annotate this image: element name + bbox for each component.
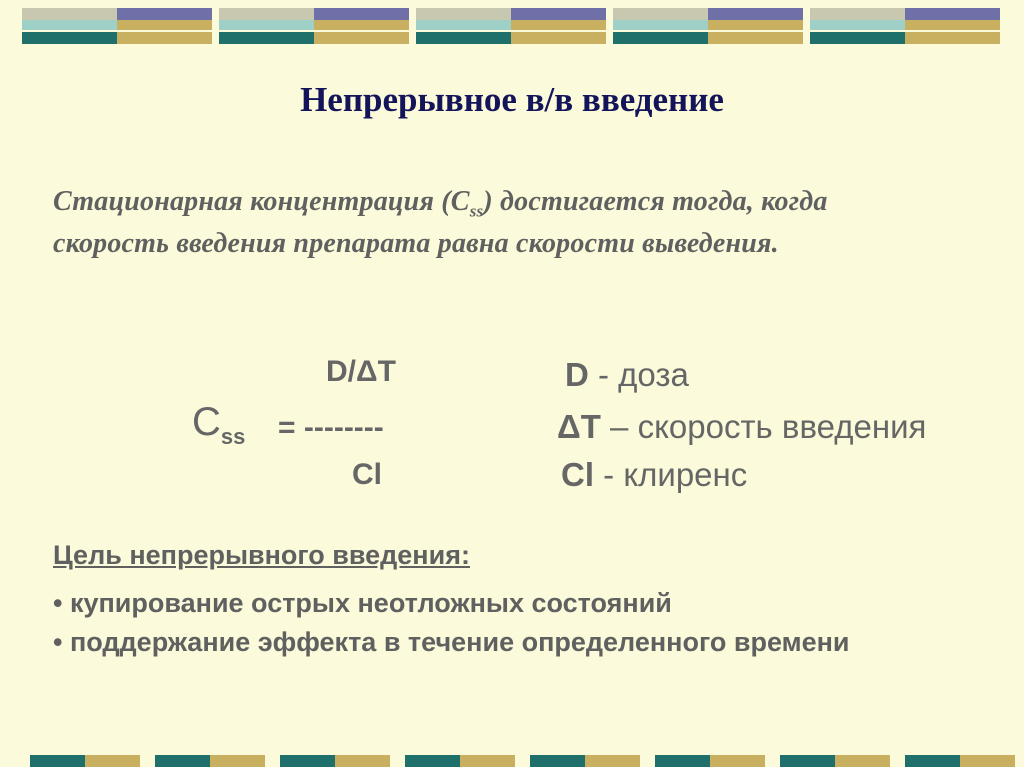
formula-lhs-c: C [192, 400, 221, 444]
slide-title: Непрерывное в/в введение [300, 80, 724, 119]
formula-lhs [192, 400, 245, 450]
band-block [280, 755, 390, 767]
top-decorative-band [0, 0, 1024, 62]
bottom-decorative-band [0, 755, 1024, 767]
paragraph-line-2: скорость введения препарата равна скорости выведения. [53, 228, 779, 259]
paragraph-text-1b: ) достигается тогда, когда [483, 186, 828, 217]
band-block [613, 8, 803, 44]
definition-symbol: D [565, 356, 589, 393]
definition-text: – скорость введения [600, 408, 927, 445]
band-block [810, 8, 1000, 44]
definition-clearance [561, 456, 747, 494]
formula-equals-line: = -------- [278, 411, 384, 444]
goal-heading: Цель непрерывного введения: [53, 540, 470, 570]
paragraph-text-1a: Стационарная концентрация (C [53, 186, 470, 217]
formula-denominator: Cl [352, 458, 382, 491]
definition-symbol: Cl [561, 456, 594, 493]
band-block [22, 8, 212, 44]
band-block [405, 755, 515, 767]
css-subscript: ss [469, 201, 484, 221]
band-block [905, 755, 1015, 767]
band-block [780, 755, 890, 767]
band-block [30, 755, 140, 767]
formula-numerator: D/ΔT [326, 355, 396, 388]
band-block [416, 8, 606, 44]
formula-lhs-sub: ss [220, 424, 246, 449]
paragraph-line-1 [53, 186, 828, 222]
band-block [655, 755, 765, 767]
band-block [219, 8, 409, 44]
band-block [155, 755, 265, 767]
definition-text: - клиренс [594, 456, 748, 493]
band-block [530, 755, 640, 767]
goal-item: • купирование острых неотложных состояний [53, 588, 672, 618]
definition-symbol: ΔT [557, 408, 601, 445]
goal-item: • поддержание эффекта в течение определенного времени [53, 627, 850, 657]
definition-rate [557, 408, 926, 446]
definition-text: - доза [588, 356, 689, 393]
definition-dose [565, 356, 689, 394]
